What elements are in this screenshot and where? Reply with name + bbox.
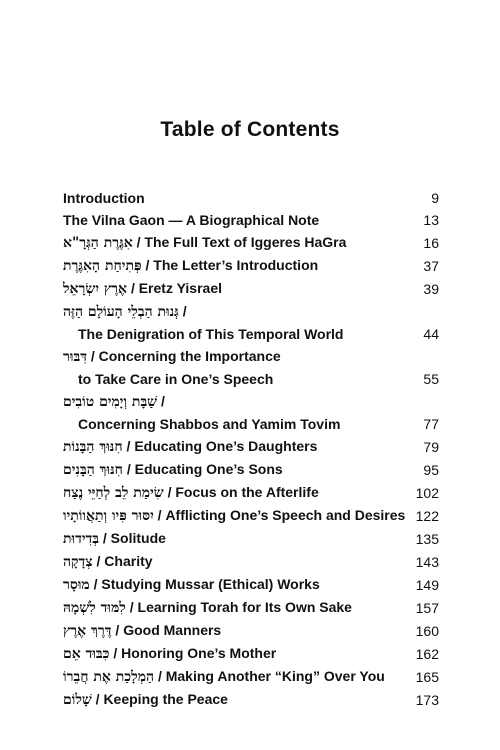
toc-page-number: 149	[415, 577, 439, 593]
toc-entry-hebrew: מוּסָר	[63, 577, 90, 593]
toc-entry-making-king[interactable]	[63, 665, 439, 688]
toc-entry-label: / Afflicting One’s Speech and Desires	[157, 507, 406, 523]
toc-entry-label: /	[161, 393, 165, 409]
toc-entry-hebrew: כִּבּוּד אֵם	[63, 646, 110, 662]
toc-entry-full-text[interactable]	[63, 231, 439, 254]
toc-entry-label: Introduction	[63, 190, 145, 206]
toc-entry-hebrew: אִגֶּרֶת הַגְּרָ"א	[63, 235, 133, 251]
toc-entry-label: / Focus on the Afterlife	[167, 484, 319, 500]
toc-page-number: 77	[423, 416, 439, 432]
toc-page-number: 44	[423, 326, 439, 342]
toc-entry-label: / Keeping the Peace	[95, 691, 228, 707]
toc-page-number: 157	[415, 600, 439, 616]
toc-entry-label: / Educating One’s Daughters	[126, 438, 318, 454]
toc-entry-label: / The Letter’s Introduction	[145, 257, 319, 273]
toc-entry-hebrew: חִנּוּךְ הַבָּנוֹת	[63, 439, 123, 455]
toc-entry-afflicting[interactable]	[63, 504, 439, 527]
toc-entry-denigration[interactable]	[63, 300, 439, 345]
toc-entry-keeping-peace[interactable]	[63, 688, 439, 711]
toc-entry-label: / The Full Text of Iggeres HaGra	[136, 234, 347, 250]
toc-entry-label: / Solitude	[102, 530, 166, 546]
toc-entry-label-continued: The Denigration of This Temporal World	[78, 326, 344, 342]
toc-entry-hebrew: גְּנוּת הַבְלֵי הָעוֹלָם הַזֶּה	[63, 304, 179, 320]
toc-entry-hebrew: פְּתִיחַת הָאִגֶּרֶת	[63, 258, 142, 274]
toc-page-number: 55	[423, 371, 439, 387]
toc-page-number: 122	[415, 508, 439, 524]
toc-entry-hebrew: בְּדִידוּת	[63, 531, 100, 547]
toc-entry-good-manners[interactable]	[63, 619, 439, 642]
toc-entry-label: / Charity	[96, 553, 153, 569]
toc-page-number: 16	[423, 235, 439, 251]
toc-entry-hebrew: דִּבּוּר	[63, 349, 87, 365]
toc-entry-hebrew: יִסּוּר פִּיו וְתַאֲווֹתָיו	[63, 508, 154, 524]
toc-entry-shabbos[interactable]	[63, 390, 439, 435]
toc-page-number: 165	[415, 669, 439, 685]
toc-entry-hebrew: לִמּוּד לִשְׁמָהּ	[63, 600, 126, 616]
toc-entry-speech[interactable]	[63, 345, 439, 390]
toc-entry-hebrew: הַמְלָכַת אֶת חֲבֵרוֹ	[63, 669, 155, 685]
toc-entry-eretz-yisrael[interactable]	[63, 277, 439, 300]
toc-entry-label: / Making Another “King” Over You	[157, 668, 385, 684]
toc-page-number: 102	[415, 485, 439, 501]
toc-page-number: 13	[423, 212, 439, 228]
table-of-contents	[63, 187, 439, 711]
toc-entry-hebrew: שִׂימַת לֵב לְחַיֵּי נֶצַח	[63, 485, 164, 501]
toc-entry-label: / Studying Mussar (Ethical) Works	[93, 576, 320, 592]
toc-entry-hebrew: דֶּרֶךְ אֶרֶץ	[63, 623, 112, 639]
toc-entry-daughters[interactable]	[63, 435, 439, 458]
toc-page-number: 173	[415, 692, 439, 708]
toc-entry-mussar[interactable]	[63, 573, 439, 596]
toc-page-number: 143	[415, 554, 439, 570]
toc-page-number: 95	[423, 462, 439, 478]
toc-entry-afterlife[interactable]	[63, 481, 439, 504]
toc-entry-sons[interactable]	[63, 458, 439, 481]
toc-entry-label: / Eretz Yisrael	[130, 280, 222, 296]
toc-entry-solitude[interactable]	[63, 527, 439, 550]
toc-page-number: 39	[423, 281, 439, 297]
toc-page-number: 160	[415, 623, 439, 639]
toc-entry-hebrew: חִנּוּךְ הַבָּנִים	[63, 462, 123, 478]
page-title: Table of Contents	[160, 118, 340, 141]
toc-entry-label-continued: Concerning Shabbos and Yamim Tovim	[78, 416, 341, 432]
toc-page-number: 79	[423, 439, 439, 455]
toc-entry-learning-torah[interactable]	[63, 596, 439, 619]
toc-entry-label: / Concerning the Importance	[90, 348, 281, 364]
toc-page-number: 9	[431, 190, 439, 206]
toc-entry-label: / Good Manners	[115, 622, 222, 638]
toc-entry-label: /	[182, 303, 187, 319]
toc-entry-hebrew: צְדָקָה	[63, 554, 93, 570]
toc-entry-honoring-mother[interactable]	[63, 642, 439, 665]
toc-page-number: 37	[423, 258, 439, 274]
toc-entry-introduction[interactable]	[63, 187, 439, 209]
toc-entry-letters-introduction[interactable]	[63, 254, 439, 277]
toc-entry-hebrew: שָׁלוֹם	[63, 692, 92, 708]
toc-entry-hebrew: שַׁבָּת וְיָמִים טוֹבִים	[63, 394, 158, 410]
toc-entry-label: The Vilna Gaon — A Biographical Note	[63, 212, 320, 228]
toc-entry-label: / Learning Torah for Its Own Sake	[129, 599, 352, 615]
toc-entry-biographical-note[interactable]	[63, 209, 439, 231]
toc-entry-charity[interactable]	[63, 550, 439, 573]
toc-entry-label-continued: to Take Care in One’s Speech	[78, 371, 274, 387]
toc-entry-hebrew: אֶרֶץ יִשְׂרָאֵל	[63, 281, 128, 297]
toc-entry-label: / Educating One’s Sons	[126, 461, 283, 477]
toc-page-number: 162	[415, 646, 439, 662]
toc-entry-label: / Honoring One’s Mother	[113, 645, 277, 661]
toc-page-number: 135	[415, 531, 439, 547]
